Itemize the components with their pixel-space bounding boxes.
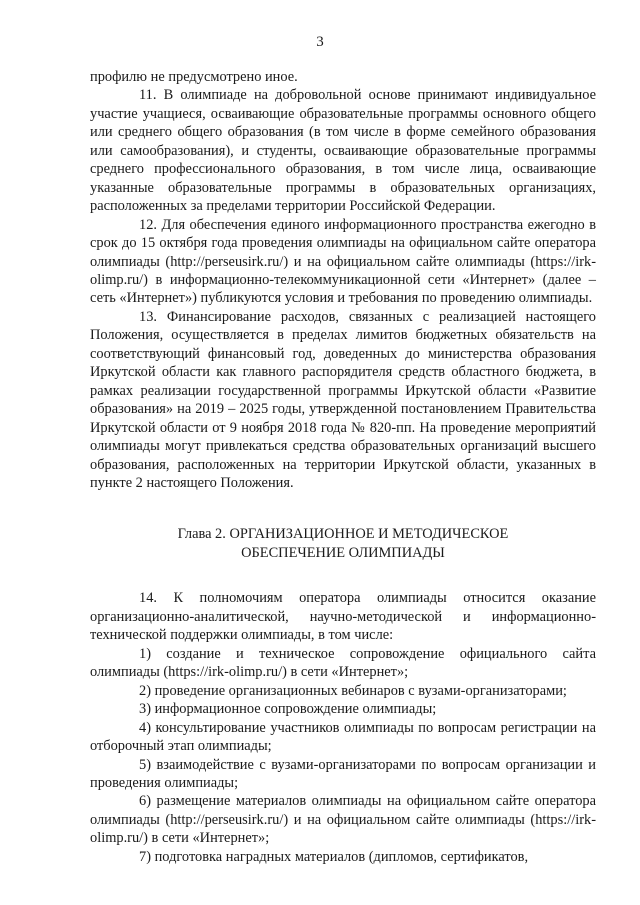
list-item: 5) взаимодействие с вузами-организаторами по вопросам организации и проведения олимпиады; [90, 756, 596, 791]
page-number: 3 [316, 34, 324, 50]
list-item: 1) создание и техническое сопровождение официального сайта олимпиады (https://irk-olimp.ru/) в сети «Интернет»; [90, 645, 596, 681]
paragraph-continuation: профилю не предусмотрено иное. [90, 69, 298, 85]
paragraph-13: 13. Финансирование расходов, связанных с реализацией настоящего Положения, осуществляется в пределах лимитов бюджетных обязательств на соответствующий финансовый год, доведенных до министерства образования Иркутской области как главного распорядителя средств областного бюджета, в рамках реализации государственной программы Иркутской области «Развитие образования» на 2019 – 2025 годы, утвержденной постановлением Правительства Иркутской области от 9 ноября 2018 года № 820-пп. На проведение мероприятий олимпиады могут привлекаться средства образовательных организаций высшего образования, расположенных на территории Иркутской области, указанных в пункте 2 настоящего Положения. [90, 308, 596, 491]
list-item: 6) размещение материалов олимпиады на официальном сайте оператора олимпиады (http://perseusirk.ru/) и на официальном сайте олимпиады (https://irk-olimp.ru/) в сети «Интернет»; [90, 793, 596, 847]
chapter-heading [90, 525, 596, 563]
chapter-heading-line-2: ОБЕСПЕЧЕНИЕ ОЛИМПИАДЫ [241, 545, 445, 562]
paragraph-14-intro: 14. К полномочиям оператора олимпиады относится оказание организационно-аналитической, научно-методической и информационно-технической поддержки олимпиады, в том числе: [90, 590, 596, 644]
paragraph-12: 12. Для обеспечения единого информационного пространства ежегодно в срок до 15 октября года проведения олимпиады на официальном сайте оператора олимпиады (http://perseusirk.ru/) и на официальном сайте олимпиады (https://irk-olimp.ru/) в информационно-телекоммуникационной сети «Интернет» (далее – сеть «Интернет») публикуются условия и требования по проведению олимпиады. [90, 216, 596, 307]
document-body [90, 68, 596, 866]
list-item: 2) проведение организационных вебинаров с вузами-организаторами; [139, 682, 567, 699]
chapter-heading-line-1: Глава 2. ОРГАНИЗАЦИОННОЕ И МЕТОДИЧЕСКОЕ [177, 526, 509, 543]
paragraph-11: 11. В олимпиаде на добровольной основе принимают индивидуальное участие учащиеся, осваивающие образовательные программы основного общего или среднего общего образования (в том числе в форме семейного образования или самообразования), и студенты, осваивающие образовательные программы среднего профессионального образования, в том числе лица, осваивающие указанные образовательные программы в образовательных организациях, расположенных за пределами территории Российской Федерации. [90, 87, 596, 215]
list-item: 4) консультирование участников олимпиады по вопросам регистрации на отборочный этап олимпиады; [90, 719, 596, 755]
list-item: 3) информационное сопровождение олимпиады; [139, 701, 437, 718]
list-item: 7) подготовка наградных материалов (дипломов, сертификатов, [139, 848, 529, 865]
